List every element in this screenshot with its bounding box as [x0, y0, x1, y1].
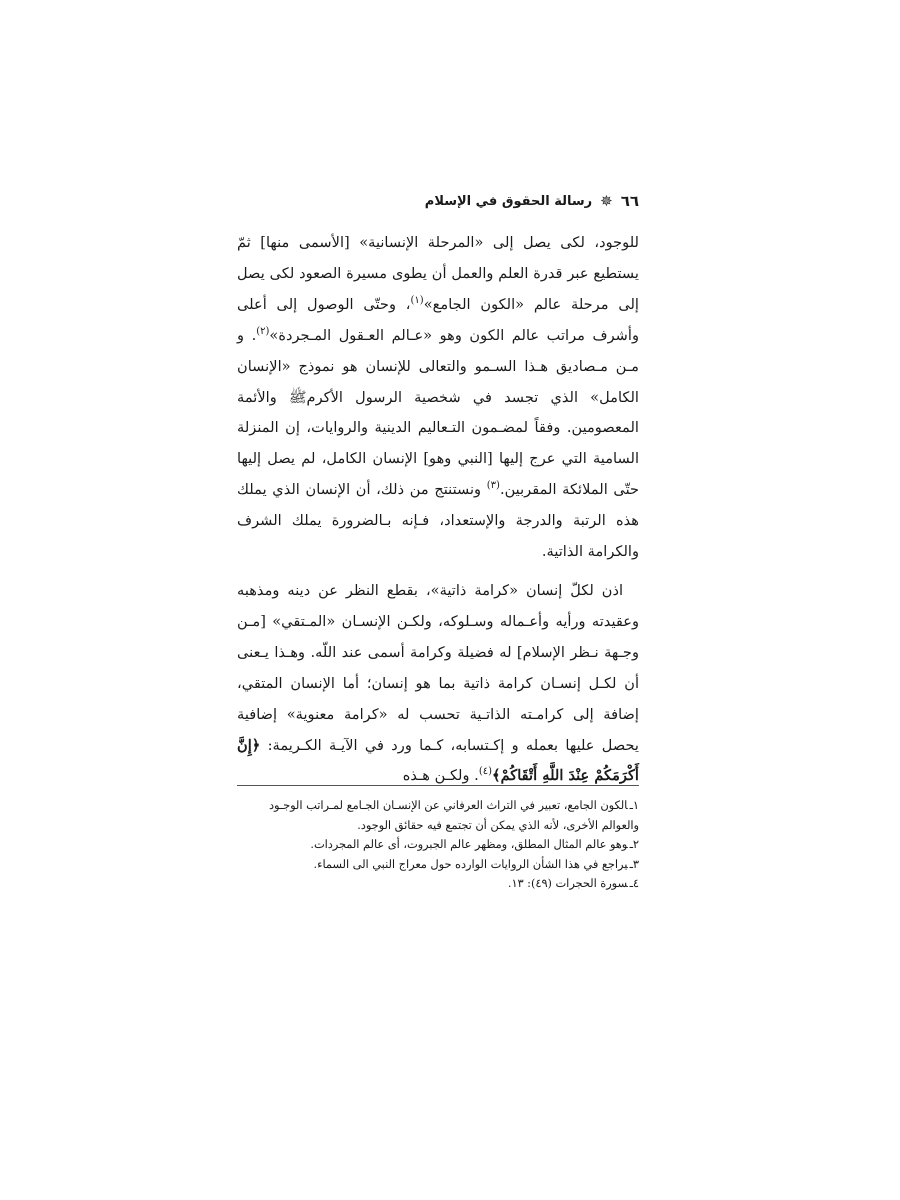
footnote-3	[237, 855, 639, 875]
paragraph-1-part-a: للوجود، لكى يصل إلى «المرحلة الإنسانية» [الأسمى منها] ثمّ يستطيع عبر قدرة العلم والعمل أن يطوى مسيرة الصعود لكى يصل إلى مرحلة عالم «الكون الجامع»	[237, 234, 639, 313]
running-header	[237, 188, 639, 214]
footnote-number: ٤ـ	[629, 877, 639, 891]
footnote-2	[237, 835, 639, 855]
footnote-ref-2: (٢)	[256, 325, 270, 337]
footnote-text: يراجع في هذا الشأن الروايات الوارده حول معراج النبي الى السماء.	[313, 857, 628, 871]
footnote-number: ١ـ	[629, 799, 639, 812]
page-number: ٦٦	[620, 192, 639, 210]
footnotes	[237, 796, 639, 894]
footnote-ref-4: (٤)	[478, 766, 493, 778]
footnote-4	[237, 874, 639, 894]
paragraph-2-part-a: اذن لكلّ إنسان «كرامة ذاتية»، بقطع النظر عن دينه ومذهبه وعقيدته ورأيه وأعـماله وسـلوكه، ولكـن الإنسـان «المـتقي» [مـن وجـهة نـظر الإسلام] له فضيلة وكرامة أسمى عند اللّه. وهـذا يـعنى أن لكـل إنسـان كرامة ذاتية بما هو إنسان؛ أما الإنسان المتقي، إضافة إلى كرامـته الذاتـية تحسب له «كرامة معنوية» إضافية يحصل عليها بعمله و إكـتسابه، كـما ورد في الآيـة الكـريمة:	[237, 581, 639, 754]
paragraph-1-part-c: . و مـن مـصاديق هـذا السـمو والتعالى للإنسان هو نموذج «الإنسان الكامل» الذي تجسد في شخصية الرسول الأكرمﷺ والأئمة المعصومين. وفقاً لمضـمون التـعاليم الدينية والروايات، إن المنزلة السامية التي عرج إليها [النبي وهو] الإنسان الكامل، لم يصل إليها حتّى الملائكة المقربين.	[237, 326, 639, 499]
footnote-separator	[237, 785, 639, 786]
footnote-ref-3: (٣)	[486, 480, 500, 492]
ornament-star-icon: ✵	[600, 191, 613, 210]
paragraph-1-part-d: ونستنتج من ذلك، أن الإنسان الذي يملك هذه الرتبة والدرجة والإستعداد، فـإنه بـالضرورة يملك الشرف والكرامة الذاتية.	[237, 481, 639, 561]
book-title: رسالة الحقوق في الإسلام	[424, 193, 593, 209]
footnote-text: وهو عالم المثال المطلق، ومظهر عالم الجبروت، أى عالم المجردات.	[310, 838, 628, 852]
footnote-number: ٢ـ	[629, 838, 639, 852]
footnote-ref-1: (١)	[410, 294, 424, 306]
paragraph-2-part-b: . ولكـن هـذه	[402, 767, 479, 785]
quran-verse: ﴿إِنَّ أَكْرَمَكُمْ عِنْدَ اللَّهِ أَتْقَاكُمْ﴾	[237, 736, 639, 785]
footnote-text: الكون الجامع، تعبير في التراث العرفاني عن الإنسـان الجـامع لمـراتب الوجـود والعوالم الأخرى، لأنه الذي يمكن أن تجتمع فيه حقائق الوجود.	[268, 799, 639, 832]
footnote-number: ٣ـ	[629, 857, 639, 871]
paragraph-1	[237, 228, 639, 568]
footnote-text: سورة الحجرات (٤٩): ١٣.	[507, 877, 628, 891]
paragraph-2	[237, 576, 639, 792]
paragraph-1-part-b: ، وحتّى الوصول إلى أعلى وأشرف مراتب عالم الكون وهو «عـالم العـقول المـجردة»	[237, 295, 639, 344]
body-text	[237, 228, 639, 792]
footnote-1	[237, 796, 639, 835]
